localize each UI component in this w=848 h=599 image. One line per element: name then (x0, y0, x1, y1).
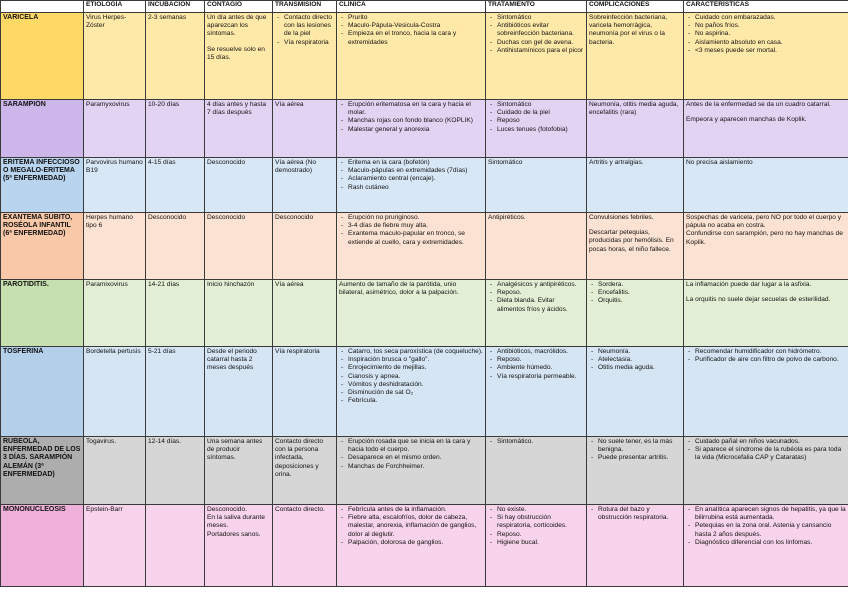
row-exantema (1, 213, 848, 280)
contagio-cell: Una semana antes de producir síntomas. (205, 437, 273, 505)
etiologia-cell: Paramyxovirus (84, 100, 146, 158)
complicaciones-cell (587, 505, 684, 587)
contagio-cell: Desconocido (205, 158, 273, 213)
complicaciones-cell (587, 347, 684, 437)
list-item: Desconocido. (207, 506, 247, 513)
complicaciones-text: Descartar petequias, producidas por hemólisis. En pocas horas, el niño fallece. (589, 229, 674, 253)
list-item: - Exantema maculo-papular en tronco, se extiende al cuello, cara y extremidades. (348, 230, 483, 246)
caracteristicas-cell (684, 213, 848, 280)
list-item: - Reposo. (497, 356, 584, 364)
row-sarampion (1, 100, 848, 158)
list-item: - Erupción eritematosa en la cara y hacia el molar. (348, 101, 483, 117)
caracteristicas-cell: No precisa aislamiento (684, 158, 848, 213)
disease-name: EXANTEMA SÚBITO, ROSÉOLA INFANTIL (6ª ENFERMEDAD) (1, 213, 84, 280)
complicaciones-cell: Sobreinfección bacteriana, varicela hemorrágica, neumonía por el virus o la bacteria. (587, 13, 684, 100)
list-item: - Analgésicos y antipiréticos. (497, 281, 584, 289)
list-item: - Febrícula. (348, 397, 483, 405)
list-item: - Vía respiratoria (284, 39, 334, 47)
list-item: - Vía respiratoria permeable. (497, 373, 584, 381)
disease-name: SARAMPIÓN (1, 100, 84, 158)
transmision-cell: Desconocido (273, 213, 337, 280)
list-item: - Erupción rosada que se inicia en la cara y hacia todo el cuerpo. (348, 438, 483, 454)
contagio-cell: Inicio hinchazón (205, 280, 273, 347)
list-item: - Encefalitis. (598, 289, 681, 297)
incubacion-cell: Desconocido (146, 213, 205, 280)
caracteristicas-text: Empeora y aparecen manchas de Koplik. (686, 116, 807, 124)
header-transmision: TRANSMISIÓN (273, 1, 337, 13)
clinica-cell (337, 437, 486, 505)
contagio-cell (205, 505, 273, 587)
list-item: - Enrojecimiento de mejillas. (348, 364, 483, 372)
tratamiento-cell (486, 100, 587, 158)
list-item: - Luces tenues (fotofobia) (497, 126, 584, 134)
row-parotiditis (1, 280, 848, 347)
list-item: - No paños fríos. (695, 22, 846, 30)
list-item: - Vómitos y deshidratación. (348, 381, 483, 389)
list-item: Portadores sanos. (207, 530, 261, 538)
header-clinica: CLÍNICA (337, 1, 486, 13)
transmision-cell (273, 13, 337, 100)
complicaciones-cell: Neumonía, otitis media aguda, encefalitis (rara) (587, 100, 684, 158)
header-complicaciones: COMPLICACIONES (587, 1, 684, 13)
list-item: - Malestar general y anorexia (348, 126, 483, 134)
row-rubeola (1, 437, 848, 505)
disease-name: VARICELA (1, 13, 84, 100)
list-item: - Contacto directo con las lesiones de la piel (284, 14, 334, 39)
list-item: - Reposo (497, 117, 584, 125)
row-mononucleosis (1, 505, 848, 587)
caracteristicas-text: La inflamación puede dar lugar a la asfixia. (686, 281, 812, 288)
caracteristicas-text: La orquitis no suele dejar secuelas de esterilidad. (686, 296, 831, 304)
list-item: - Desaparece en el mismo orden. (348, 454, 483, 462)
incubacion-cell: 4-15 días (146, 158, 205, 213)
caracteristicas-text: Sospechas de varicela, pero NO por todo el cuerpo y pápula no acaba en costra. (686, 214, 842, 230)
list-item: - Antihistamínicos para el picor (497, 47, 584, 55)
list-item: - Erupción no pruriginoso. (348, 214, 483, 222)
contagio-text: Un día antes de que aparezcan los síntomas. (207, 14, 267, 38)
list-item: - Fiebre alta, escalofríos, dolor de cabeza, malestar, anorexia, inflamación de ganglios, dolor al deglutir. (348, 514, 483, 539)
list-item: - Disminución de sat O₂ (348, 389, 483, 397)
list-item: - Cuidado de la piel (497, 109, 584, 117)
tratamiento-cell: Antipiréticos. (486, 213, 587, 280)
disease-name: RUBEOLA, ENFERMEDAD DE LOS 3 DÍAS. SARAMPIÓN ALEMÁN (3ª ENFERMEDAD) (1, 437, 84, 505)
caracteristicas-cell (684, 505, 848, 587)
etiologia-cell: Parvovirus humano B19 (84, 158, 146, 213)
caracteristicas-text: Antes de la enfermedad se da un cuadro catarral. (686, 101, 831, 108)
incubacion-cell: 5-21 días (146, 347, 205, 437)
list-item: - Rash cutáneo (348, 184, 483, 192)
incubacion-cell (146, 505, 205, 587)
row-tosferina (1, 347, 848, 437)
disease-name: MONONUCLEOSIS (1, 505, 84, 587)
contagio-cell (205, 13, 273, 100)
list-item: - Atelectasia. (598, 356, 681, 364)
list-item: - Maculo-pápulas en extremidades (7días) (348, 167, 483, 175)
clinica-cell (337, 13, 486, 100)
header-row (1, 1, 848, 13)
list-item: - Duchas con gel de avena. (497, 39, 584, 47)
disease-name: TOSFERINA (1, 347, 84, 437)
list-item: - No existe. (497, 506, 584, 514)
transmision-cell: Vía aérea (273, 280, 337, 347)
clinica-cell (337, 158, 486, 213)
list-item: - Reposo. (497, 289, 584, 297)
transmision-cell: Vía respiratoria (273, 347, 337, 437)
list-item: - Puede presentar artritis. (598, 454, 681, 462)
list-item: - No aspirina. (695, 30, 846, 38)
transmision-cell: Contacto directo con la persona infectada, deposiciones y orina. (273, 437, 337, 505)
list-item: - Higiene bucal. (497, 539, 584, 547)
transmision-cell: Vía aérea (No demostrado) (273, 158, 337, 213)
list-item: - Aclaramiento central (encaje). (348, 175, 483, 183)
caracteristicas-cell (684, 100, 848, 158)
etiologia-cell: Bordetella pertusis (84, 347, 146, 437)
tratamiento-cell (486, 13, 587, 100)
tratamiento-cell (486, 347, 587, 437)
caracteristicas-cell (684, 13, 848, 100)
clinica-cell (337, 213, 486, 280)
list-item: - Manchas de Forchheimer. (348, 463, 483, 471)
complicaciones-cell: Artritis y artralgias. (587, 158, 684, 213)
row-varicela (1, 13, 848, 100)
list-item: - Diagnóstico diferencial con los linfomas. (695, 539, 846, 547)
list-item: - Antibióticos, macrólidos. (497, 348, 584, 356)
list-item: - Palpación, dolorosa de ganglios. (348, 539, 483, 547)
etiologia-cell: Togavirus. (84, 437, 146, 505)
list-item: - Empieza en el tronco, hacia la cara y extremidades (348, 30, 483, 46)
list-item: - Catarro, tos seca paroxística (de coqueluche). (348, 348, 483, 356)
list-item: - Inspiración brusca o "gallo". (348, 356, 483, 364)
list-item: - Manchas rojas con fondo blanco (KOPLIK) (348, 117, 483, 125)
list-item: - Sintomático. (497, 438, 584, 446)
complicaciones-cell (587, 437, 684, 505)
contagio-cell: Desde el periodo catarral hasta 2 meses después (205, 347, 273, 437)
list-item: - Si aparece el síndrome de la rubéola es para toda la vida (Microcefalia CAP y Cataratas) (695, 446, 846, 462)
list-item: - Ambiente húmedo. (497, 364, 584, 372)
complicaciones-text: Convulsiones febriles. (589, 214, 654, 221)
list-item: - Cianosis y apnea. (348, 373, 483, 381)
list-item: - Petequias en la zona oral. Astenia y cansancio hasta 2 años después. (695, 522, 846, 538)
contagio-text: Se resuelve solo en 15 días. (207, 45, 265, 61)
row-eritema (1, 158, 848, 213)
header-caracteristicas: CARACTERÍSTICAS (684, 1, 848, 13)
list-item: - Dieta blanda. Evitar alimentos fríos y ácidos. (497, 297, 584, 313)
clinica-cell (337, 100, 486, 158)
incubacion-cell: 10-20 días (146, 100, 205, 158)
header-incubacion: INCUBACIÓN (146, 1, 205, 13)
etiologia-cell: Virus Herpes-Zóster (84, 13, 146, 100)
incubacion-cell: 12-14 días. (146, 437, 205, 505)
tratamiento-cell (486, 280, 587, 347)
complicaciones-cell (587, 213, 684, 280)
header-contagio: CONTAGIO (205, 1, 273, 13)
header-disease (1, 1, 84, 13)
list-item: - Sordera. (598, 281, 681, 289)
transmision-cell: Vía aérea (273, 100, 337, 158)
list-item: - Reposo. (497, 531, 584, 539)
complicaciones-cell (587, 280, 684, 347)
etiologia-cell: Herpes humano tipo 6 (84, 213, 146, 280)
transmision-cell: Contacto directo. (273, 505, 337, 587)
clinica-cell (337, 347, 486, 437)
clinica-cell: Aumento de tamaño de la parótida, unio bilateral, asimétrico, dolor a la palpación. (337, 280, 486, 347)
caracteristicas-text: Confundirse con sarampión, pero no hay manchas de Koplik. (686, 230, 843, 246)
etiologia-cell: Epstein-Barr (84, 505, 146, 587)
contagio-cell: Desconocido (205, 213, 273, 280)
list-item: - Orquitis. (598, 297, 681, 305)
disease-name: PAROTIDITIS. (1, 280, 84, 347)
contagio-cell: 4 días antes y hasta 7 días después (205, 100, 273, 158)
list-item: - Recomendar humidificador con hidrómetro. (695, 348, 846, 356)
list-item: - Antibióticos evitar sobreinfección bacteriana. (497, 22, 584, 38)
list-item: - Prurito (348, 14, 483, 22)
list-item: - Febrícula antes de la inflamación. (348, 506, 483, 514)
list-item: - En analítica aparecen signos de hepatitis, ya que la bilirrubina está aumentada. (695, 506, 846, 522)
incubacion-cell: 14-21 días (146, 280, 205, 347)
list-item: - Cuidado pañal en niños vacunados. (695, 438, 846, 446)
clinica-cell (337, 505, 486, 587)
list-item: - 3-4 días de fiebre muy alta. (348, 222, 483, 230)
list-item: - Si hay obstrucción respiratoria, corticoides. (497, 514, 584, 530)
disease-name: ERITEMA INFECCIOSO O MEGALO-ERITEMA (5ª ENFERMEDAD) (1, 158, 84, 213)
header-etiologia: ETIOLOGÍA (84, 1, 146, 13)
list-item: - Sintomático (497, 101, 584, 109)
list-item: - Aislamiento absoluto en casa. (695, 39, 846, 47)
list-item: - Cuidado con embarazadas. (695, 14, 846, 22)
etiologia-cell: Paramixovirus (84, 280, 146, 347)
incubacion-cell: 2-3 semanas (146, 13, 205, 100)
caracteristicas-cell (684, 437, 848, 505)
list-item: - Sintomático (497, 14, 584, 22)
tratamiento-cell (486, 505, 587, 587)
list-item: - Otitis media aguda. (598, 364, 681, 372)
list-item: - Neumonía. (598, 348, 681, 356)
list-item: - Maculo-Pápula-Vesicula-Costra (348, 22, 483, 30)
tratamiento-cell (486, 437, 587, 505)
list-item: - Purificador de aire con filtro de polvo de carbono. (695, 356, 846, 364)
header-tratamiento: TRATAMIENTO (486, 1, 587, 13)
list-item: - Rotura del bazo y obstrucción respiratoria. (598, 506, 681, 522)
list-item: - No suele tener, es la más benigna. (598, 438, 681, 454)
list-item: - Eritema en la cara (bofetón) (348, 159, 483, 167)
list-item: En la saliva durante meses. (207, 514, 265, 530)
caracteristicas-cell (684, 347, 848, 437)
caracteristicas-cell (684, 280, 848, 347)
list-item: - <3 meses puede ser mortal. (695, 47, 846, 55)
tratamiento-cell: Sintomático (486, 158, 587, 213)
